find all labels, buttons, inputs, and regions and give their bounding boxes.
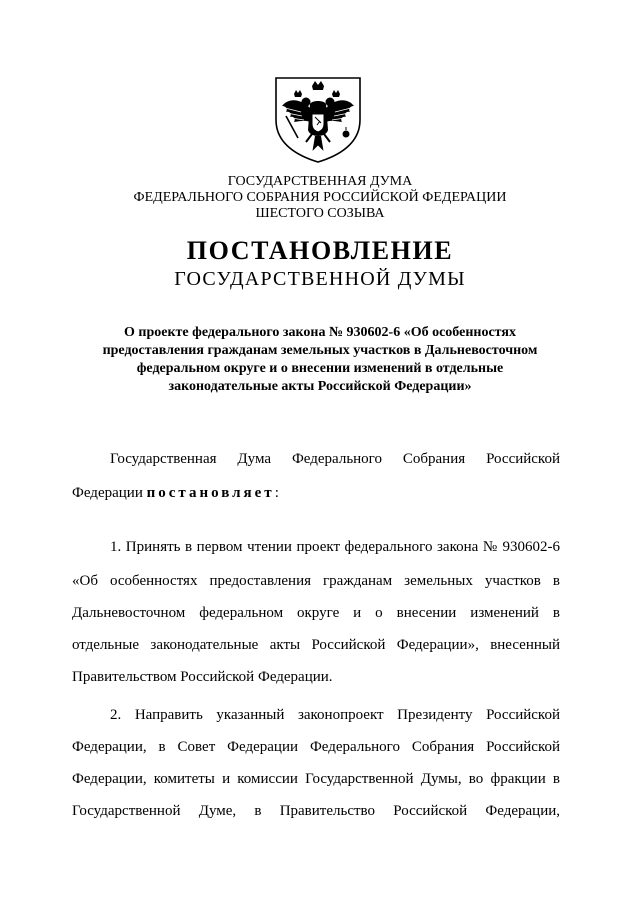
item-1-line: «Об особенностях предоставления гражданам земельных участков в bbox=[72, 573, 560, 589]
subject-line: предоставления гражданам земельных участков в Дальневосточном bbox=[102, 343, 538, 358]
header-line-2: ФЕДЕРАЛЬНОГО СОБРАНИЯ РОССИЙСКОЙ ФЕДЕРАЦИИ bbox=[133, 190, 507, 205]
document-title: ПОСТАНОВЛЕНИЕ bbox=[186, 236, 454, 265]
item-1-line: отдельные законодательные акты Российской Федерации», внесенный bbox=[72, 637, 560, 653]
coat-of-arms-emblem bbox=[272, 76, 364, 164]
preamble-line: Государственная Дума Федерального Собрания Российской bbox=[110, 451, 560, 467]
item-2-line: Федерации, в Совет Федерации Федерального Собрания Российской bbox=[72, 739, 560, 755]
preamble-text: Федерации bbox=[72, 485, 147, 501]
preamble-line bbox=[72, 484, 560, 502]
subject-line: федеральном округе и о внесении изменений в отдельные bbox=[136, 361, 504, 376]
header-line-3: ШЕСТОГО СОЗЫВА bbox=[255, 206, 385, 221]
item-2-line: 2. Направить указанный законопроект Президенту Российской bbox=[110, 707, 560, 723]
resolution-word: постановляет bbox=[146, 485, 275, 501]
item-1-line: 1. Принять в первом чтении проект федерального закона № 930602-6 bbox=[110, 539, 560, 555]
header-line-1: ГОСУДАРСТВЕННАЯ ДУМА bbox=[227, 174, 413, 189]
item-2-line: Государственной Думе, в Правительство Российской Федерации, bbox=[72, 803, 560, 819]
item-1-line: Правительством Российской Федерации. bbox=[72, 669, 333, 685]
document-subtitle: ГОСУДАРСТВЕННОЙ ДУМЫ bbox=[174, 268, 466, 290]
subject-line: законодательные акты Российской Федерации» bbox=[168, 379, 472, 394]
preamble-colon: : bbox=[274, 485, 279, 501]
item-2-line: Федерации, комитеты и комиссии Государственной Думы, во фракции в bbox=[72, 771, 560, 787]
subject-line: О проекте федерального закона № 930602-6 «Об особенностях bbox=[124, 325, 516, 340]
item-1-line: Дальневосточном федеральном округе и о внесении изменений в bbox=[72, 605, 560, 621]
